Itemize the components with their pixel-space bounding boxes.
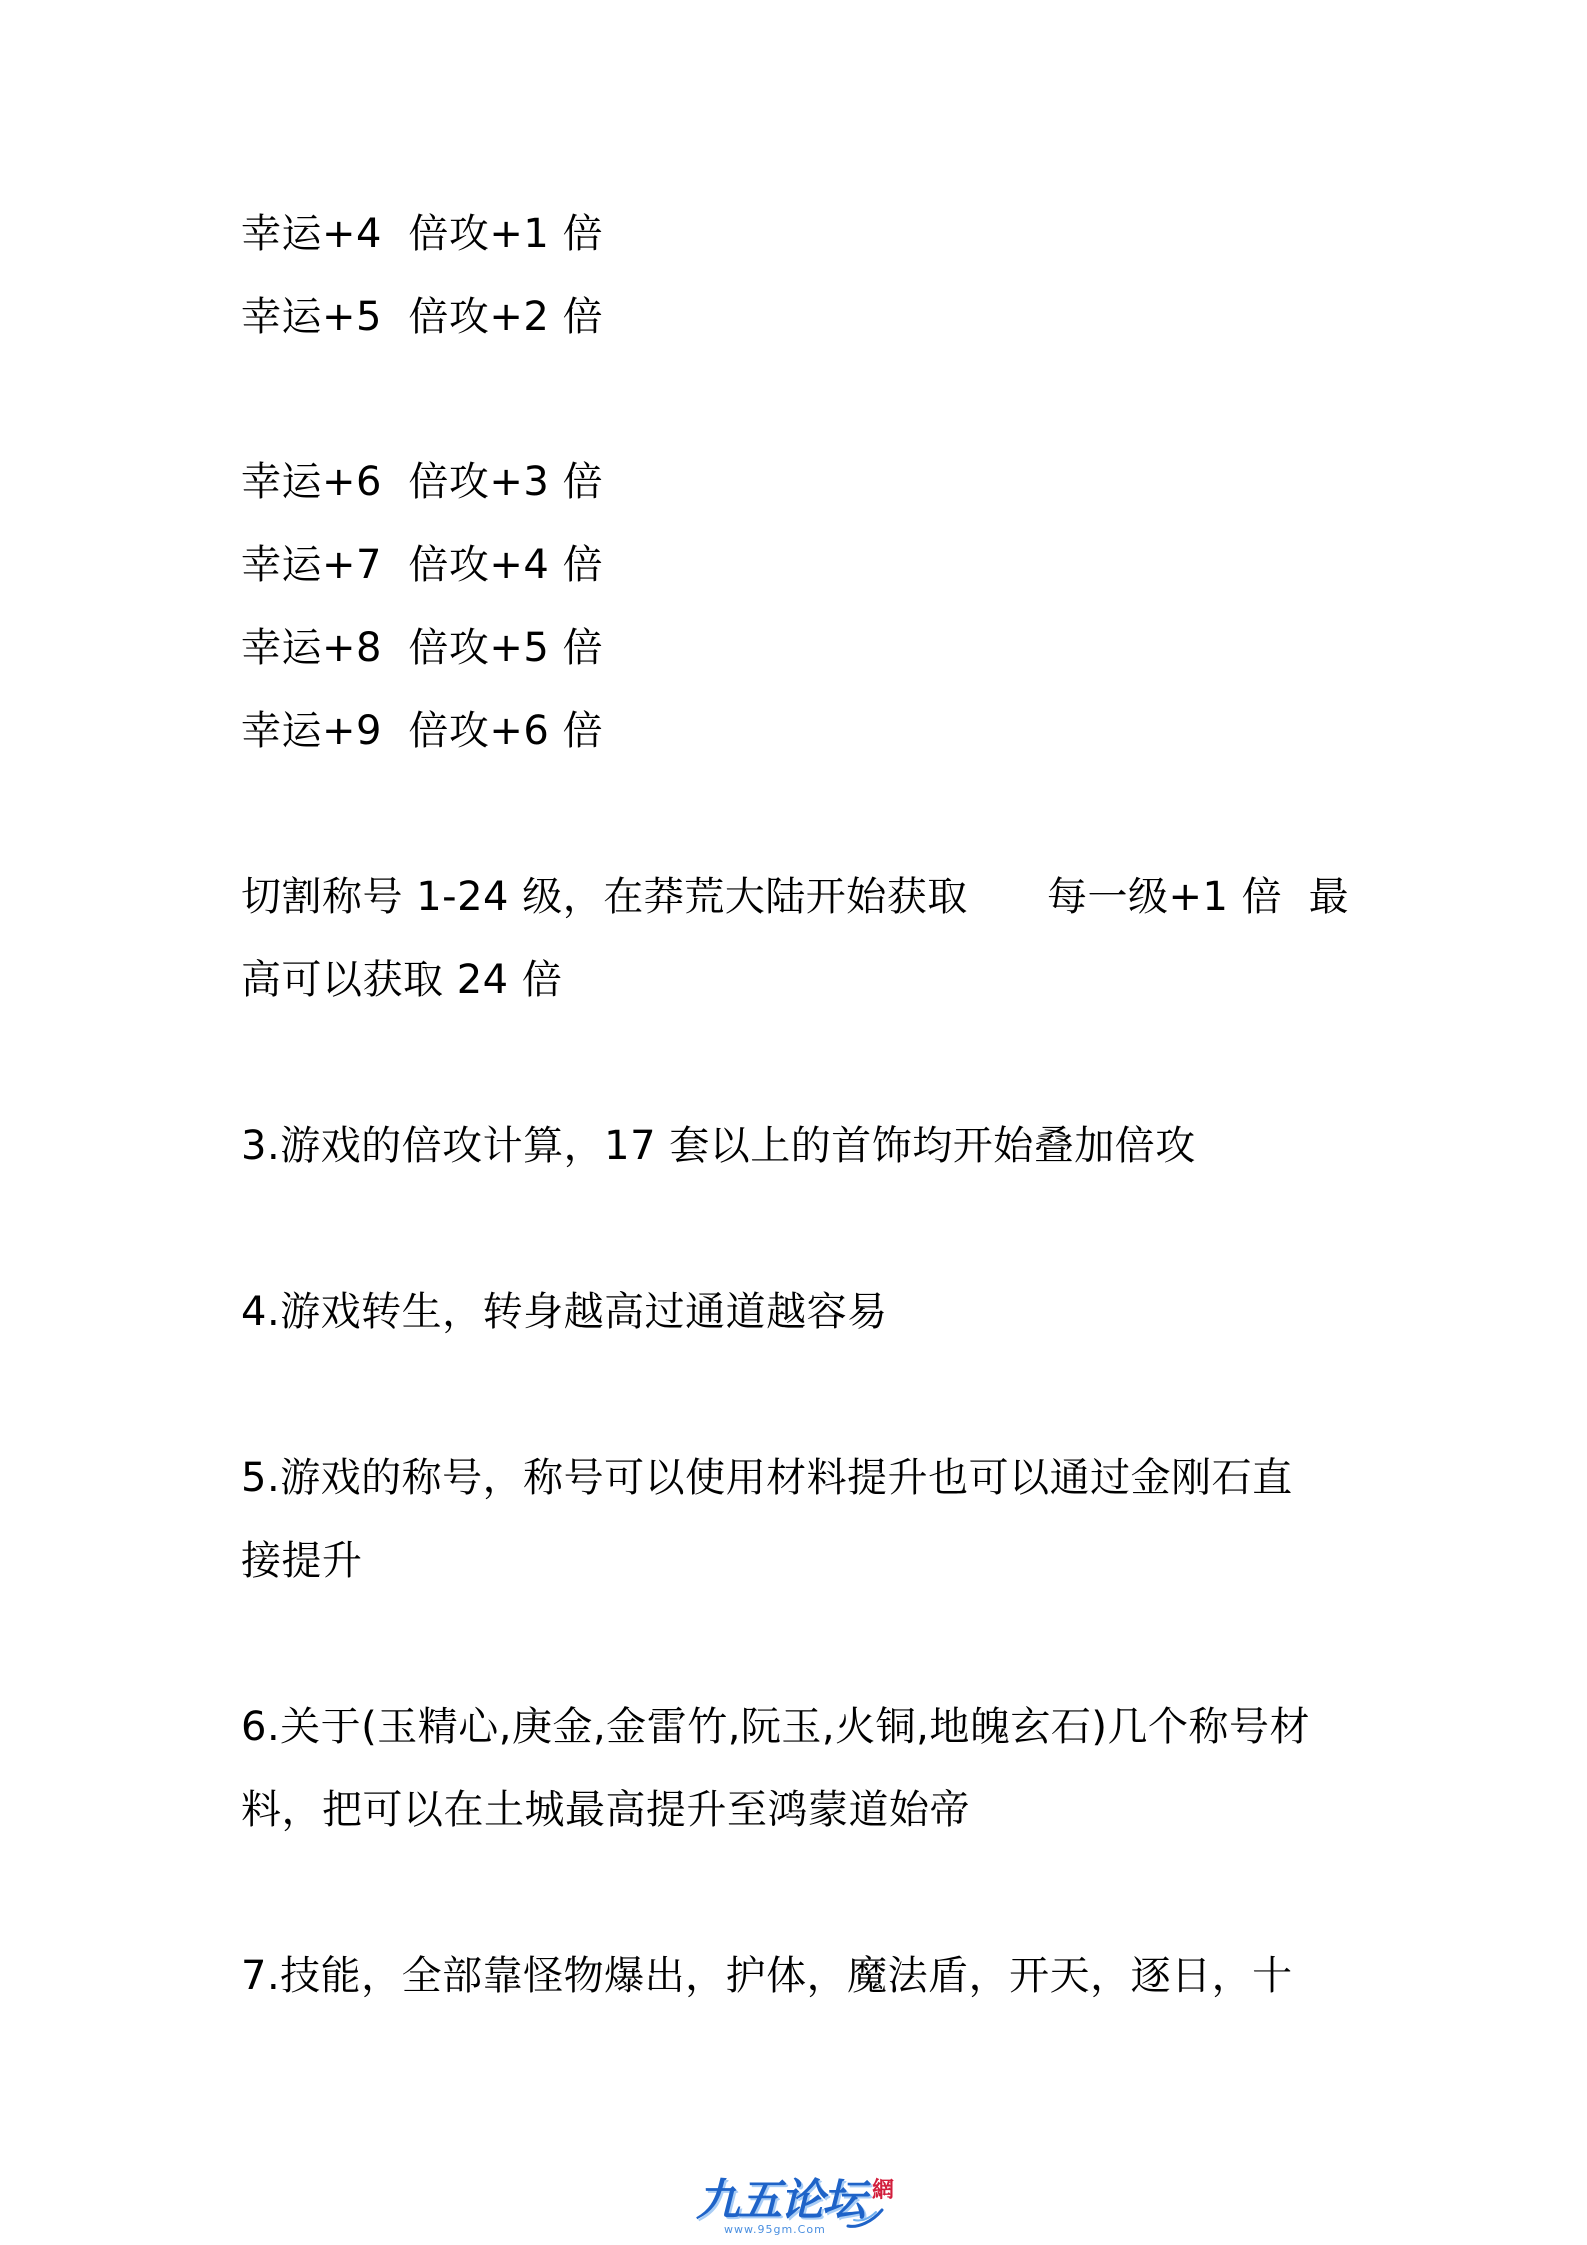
text-line: 幸运+9 倍攻+6 倍 xyxy=(241,708,604,754)
swoosh-icon xyxy=(846,2204,886,2230)
text-line: 5.游戏的称号，称号可以使用材料提升也可以通过金刚石直 xyxy=(241,1455,1293,1501)
text-line: 切割称号 1-24 级，在莽荒大陆开始获取 每一级+1 倍 最 xyxy=(241,874,1350,920)
logo-text: 九五论坛 xyxy=(696,2175,864,2226)
text-line: 幸运+6 倍攻+3 倍 xyxy=(241,459,604,505)
text-line: 6.关于(玉精心,庚金,金雷竹,阮玉,火铜,地魄玄石)几个称号材 xyxy=(241,1704,1310,1750)
text-line: 幸运+7 倍攻+4 倍 xyxy=(241,542,604,588)
text-line: 4.游戏转生，转身越高过通道越容易 xyxy=(241,1289,888,1335)
logo-url: www.95gm.Com xyxy=(724,2223,826,2236)
text-line: 幸运+4 倍攻+1 倍 xyxy=(241,211,604,257)
text-line: 高可以获取 24 倍 xyxy=(241,957,563,1003)
text-line: 7.技能，全部靠怪物爆出，护体，魔法盾，开天，逐日，十 xyxy=(241,1953,1293,1999)
text-line: 3.游戏的倍攻计算，17 套以上的首饰均开始叠加倍攻 xyxy=(241,1123,1196,1169)
text-line: 接提升 xyxy=(241,1538,363,1584)
text-line: 幸运+5 倍攻+2 倍 xyxy=(241,294,604,340)
text-line: 料，把可以在土城最高提升至鸿蒙道始帝 xyxy=(241,1787,970,1833)
logo-badge: 網 xyxy=(872,2177,895,2203)
site-logo xyxy=(696,2176,906,2240)
text-line: 幸运+8 倍攻+5 倍 xyxy=(241,625,604,671)
